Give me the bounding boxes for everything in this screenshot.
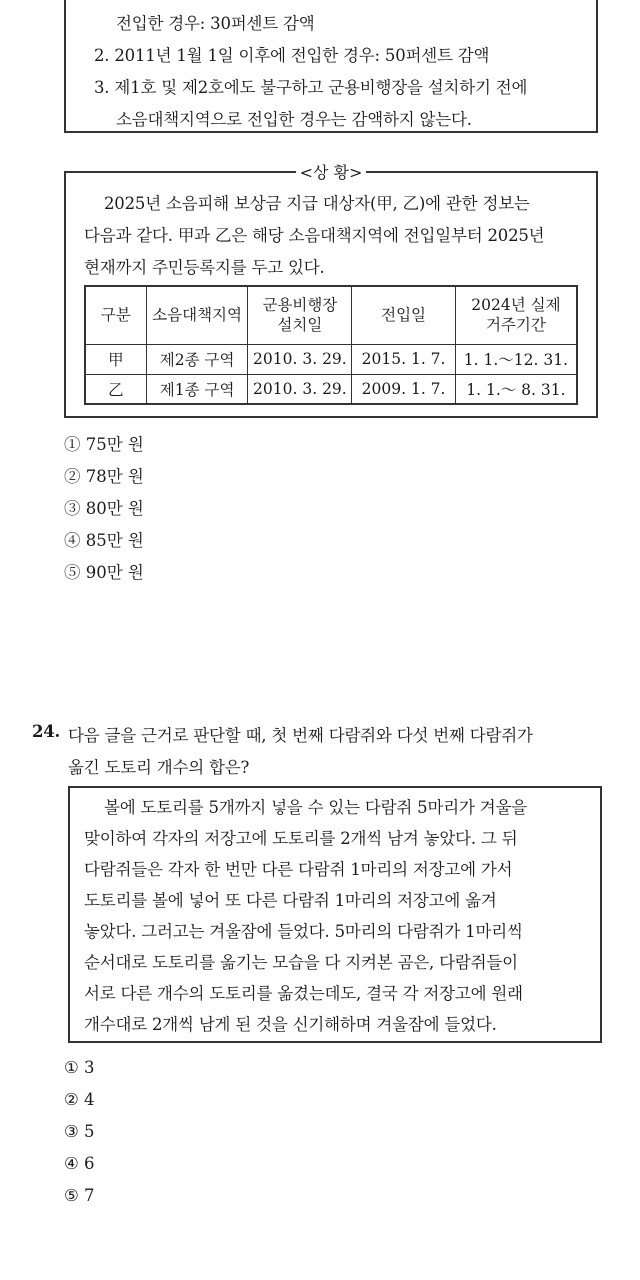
- table-cell: 제1종 구역: [146, 374, 248, 404]
- header-residence-line2: 거주기간: [485, 316, 546, 335]
- table-cell: 2010. 3. 29.: [248, 344, 352, 374]
- situation-line: 2025년 소음피해 보상금 지급 대상자(甲, 乙)에 관한 정보는: [104, 194, 530, 213]
- passage-line: 놓았다. 그러고는 겨울잠에 들었다. 5마리의 다람쥐가 1마리씩: [84, 922, 523, 941]
- table-cell: 甲: [85, 344, 146, 374]
- passage-line: 개수대로 2개씩 남게 된 것을 신기해하며 겨울잠에 들었다.: [84, 1015, 497, 1034]
- header-residence-period: [455, 286, 577, 344]
- answer-option-4[interactable]: ④ 85만 원: [64, 531, 144, 550]
- header-category: 구분: [85, 286, 146, 344]
- answer-option-1[interactable]: ① 75만 원: [64, 435, 144, 454]
- table-header-row: [85, 286, 577, 344]
- q24-option-4[interactable]: ④ 6: [64, 1154, 95, 1173]
- header-airfield-line1: 군용비행장: [262, 296, 338, 315]
- passage-line: 서로 다른 개수의 도토리를 옮겼는데도, 결국 각 저장고에 원래: [84, 984, 523, 1003]
- table-cell: 2010. 3. 29.: [248, 374, 352, 404]
- passage-line: 맞이하여 각자의 저장고에 도토리를 2개씩 남겨 놓았다. 그 뒤: [84, 829, 518, 848]
- answer-option-5[interactable]: ⑤ 90만 원: [64, 563, 144, 582]
- situation-line: 다음과 같다. 甲과 乙은 해당 소음대책지역에 전입일부터 2025년: [84, 226, 545, 245]
- rule-line: 3. 제1호 및 제2호에도 불구하고 군용비행장을 설치하기 전에: [94, 78, 528, 97]
- table-row: [85, 344, 577, 374]
- table-cell: 2009. 1. 7.: [352, 374, 456, 404]
- info-table: [84, 285, 578, 405]
- table-cell: 1. 1.～ 8. 31.: [455, 374, 577, 404]
- header-move-in-date: 전입일: [352, 286, 456, 344]
- q24-option-1[interactable]: ① 3: [64, 1058, 95, 1077]
- table-cell: 제2종 구역: [146, 344, 248, 374]
- table-cell: 1. 1.～12. 31.: [455, 344, 577, 374]
- q24-option-3[interactable]: ③ 5: [64, 1122, 95, 1141]
- question-text: 다음 글을 근거로 판단할 때, 첫 번째 다람쥐와 다섯 번째 다람쥐가: [68, 726, 533, 745]
- rule-line: 소음대책지역으로 전입한 경우는 감액하지 않는다.: [116, 110, 472, 129]
- rule-line: 2. 2011년 1월 1일 이후에 전입한 경우: 50퍼센트 감액: [94, 46, 490, 65]
- header-airfield-date: [248, 286, 352, 344]
- q24-option-5[interactable]: ⑤ 7: [64, 1186, 95, 1205]
- table-cell: 乙: [85, 374, 146, 404]
- situation-line: 현재까지 주민등록지를 두고 있다.: [84, 258, 325, 277]
- header-zone: 소음대책지역: [146, 286, 248, 344]
- table-cell: 2015. 1. 7.: [352, 344, 456, 374]
- situation-title: [64, 160, 598, 180]
- rule-line: 전입한 경우: 30퍼센트 감액: [116, 14, 315, 33]
- answer-option-2[interactable]: ② 78만 원: [64, 467, 144, 486]
- passage-line: 도토리를 볼에 넣어 또 다른 다람쥐 1마리의 저장고에 옮겨: [84, 891, 497, 910]
- q24-option-2[interactable]: ② 4: [64, 1090, 95, 1109]
- table-row: [85, 374, 577, 404]
- question-text: 옮긴 도토리 개수의 합은?: [68, 758, 250, 777]
- header-airfield-line2: 설치일: [277, 316, 323, 335]
- answer-option-3[interactable]: ③ 80만 원: [64, 499, 144, 518]
- passage-line: 순서대로 도토리를 옮기는 모습을 다 지켜본 곰은, 다람쥐들이: [84, 953, 518, 972]
- header-residence-line1: 2024년 실제: [471, 296, 561, 315]
- passage-line: 다람쥐들은 각자 한 번만 다른 다람쥐 1마리의 저장고에 가서: [84, 860, 513, 879]
- question-number: 24.: [32, 722, 61, 741]
- situation-title-text: <상 황>: [296, 163, 367, 182]
- passage-line: 볼에 도토리를 5개까지 넣을 수 있는 다람쥐 5마리가 겨울을: [104, 798, 527, 817]
